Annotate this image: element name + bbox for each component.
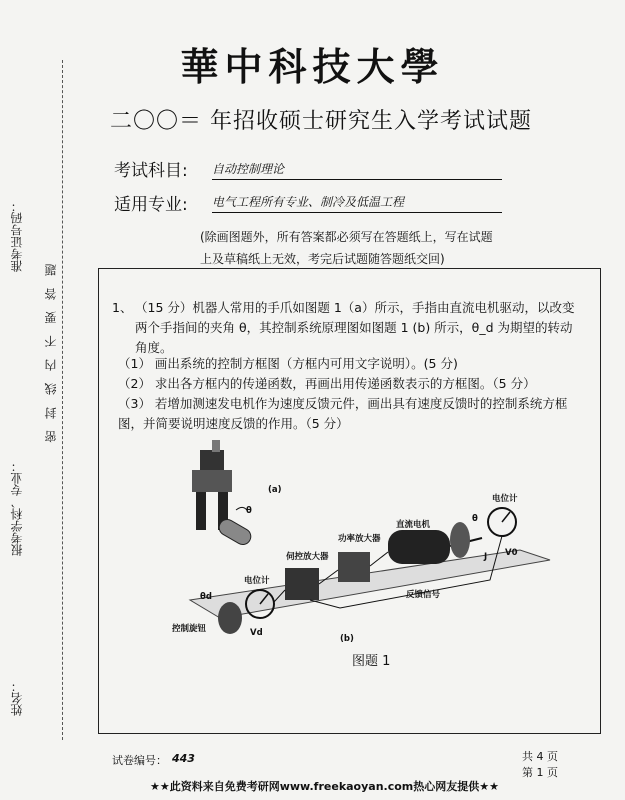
figure-diagram — [160, 440, 560, 650]
seal-line — [62, 60, 63, 740]
subject-label: 考试科目: — [114, 161, 188, 181]
label-theta-d: θd — [200, 592, 212, 602]
sidebar-exam-id: 准考证号码： — [10, 200, 24, 272]
sidebar-name: 姓名： — [10, 680, 24, 716]
label-vd: Vd — [250, 628, 263, 638]
label-v0-top: V0 — [505, 548, 518, 558]
exam-notice: (除画图题外，所有答案都必须写在答题纸上，写在试题上及草稿纸上无效，考完后试题随答题纸交回) — [200, 230, 493, 266]
label-potentiometer-top: 电位计 — [492, 494, 518, 504]
major-label: 适用专业: — [114, 195, 188, 215]
label-potentiometer-left: 电位计 — [244, 576, 270, 586]
theta-label: θ — [246, 506, 252, 516]
question-stem: （15 分）机器人常用的手爪如图题 1（a）所示，手指由直流电机驱动，以改变两个手指间的夹角 θ，其控制系统原理图如图题 1 (b) 所示，θ_d 为期望的转动角度。 — [135, 300, 575, 355]
figure-caption: 图题 1 — [352, 654, 391, 669]
label-theta-load: θ — [472, 514, 478, 524]
major-value: 电气工程所有专业、制冷及低温工程 — [212, 193, 502, 213]
gripper-illustration — [192, 440, 254, 547]
label-j: J — [484, 552, 488, 562]
sidebar-major: 报考学科、专业： — [10, 460, 24, 556]
question-number: 1、 — [112, 300, 133, 315]
paper-number: 443 — [172, 752, 195, 765]
label-power-amp: 功率放大器 — [338, 534, 381, 544]
label-servo-amp: 伺控放大器 — [286, 552, 329, 562]
current-page: 第 1 页 — [522, 766, 558, 779]
university-title: 華中科技大學 — [180, 44, 445, 89]
total-pages: 共 4 页 — [522, 750, 558, 763]
sidebar-seal-text: 密 封 线 内 不 要 答 题 — [44, 260, 58, 443]
figure-label-a: (a) — [268, 485, 282, 495]
subject-value: 自动控制理论 — [212, 160, 502, 180]
exam-title: 二〇〇＝ 年招收硕士研究生入学考试试题 — [110, 109, 532, 134]
question-item-1: （1） 画出系统的控制方框图（方框内可用文字说明）。(5 分) — [118, 356, 458, 371]
source-banner: ★★此资料来自免费考研网www.freekaoyan.com热心网友提供★★ — [150, 780, 499, 793]
label-feedback: 反馈信号 — [406, 590, 441, 600]
question-item-2: （2） 求出各方框内的传递函数，再画出用传递函数表示的方框图。（5 分） — [118, 376, 536, 391]
figure-label-b: (b) — [340, 634, 354, 644]
paper-number-label: 试卷编号： — [112, 754, 167, 767]
question-item-3: （3） 若增加测速发电机作为速度反馈元件，画出具有速度反馈时的控制系统方框图，并简要说明速度反馈的作用。（5 分） — [118, 396, 568, 431]
label-dc-motor: 直流电机 — [396, 520, 431, 530]
label-control-knob: 控制旋钮 — [172, 624, 207, 634]
